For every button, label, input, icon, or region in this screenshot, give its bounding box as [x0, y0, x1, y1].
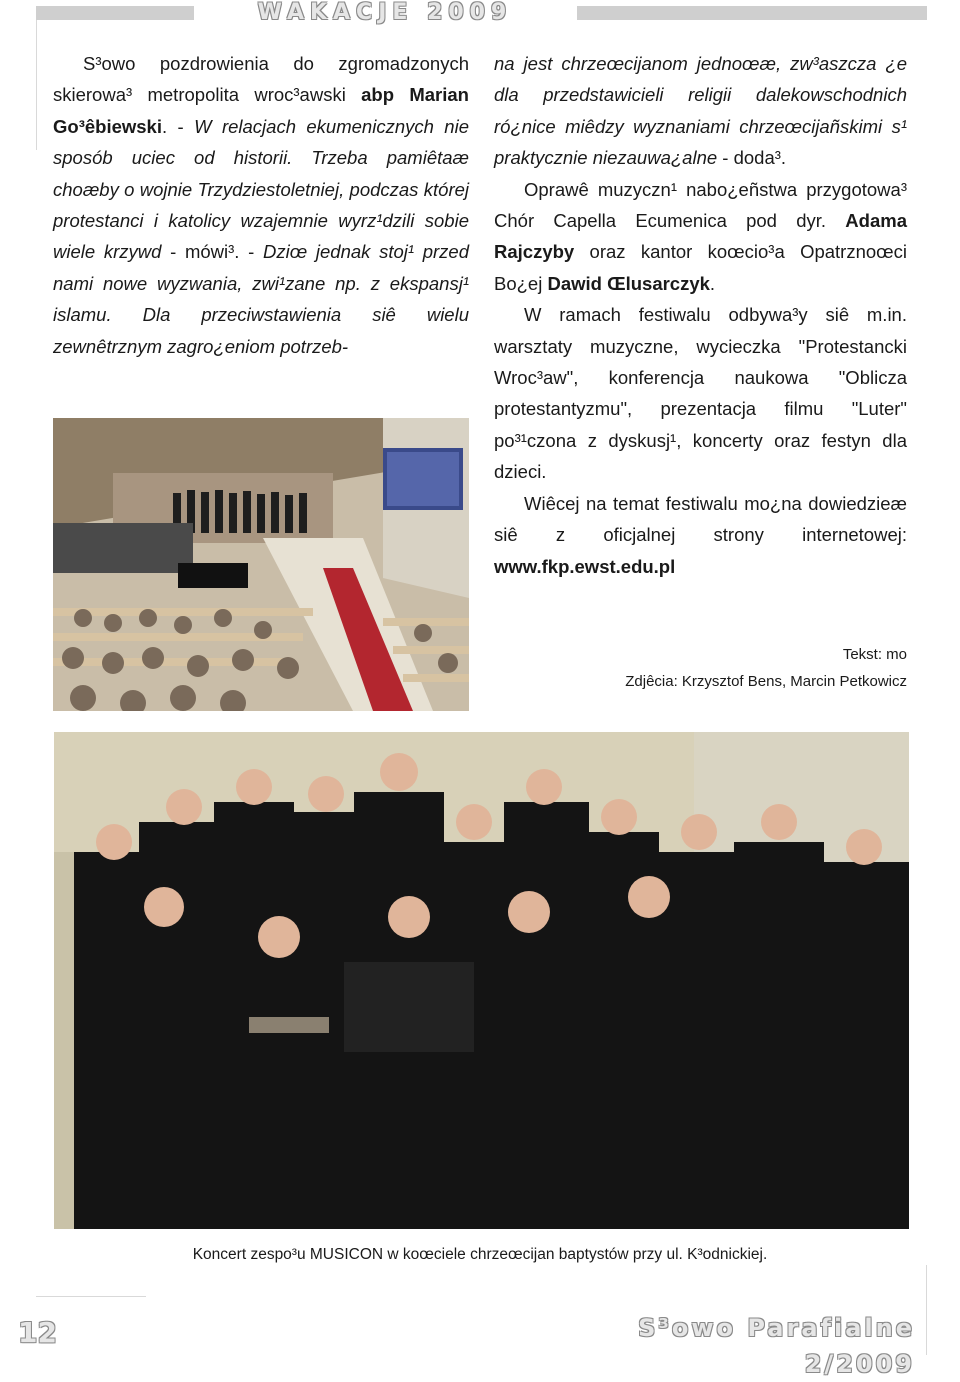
paragraph: W ramach festiwalu odbywa³y siê m.in. warsztaty muzyczne, wycieczka "Protestancki Wroc³aw", konferencja naukowa "Oblicza protestantyzmu", prezentacja filmu "Luter" po³¹czona z dyskusj¹, koncerty oraz festyn dla dzieci.	[494, 304, 907, 483]
choir-concert-photo	[54, 732, 909, 1229]
magazine-footer	[638, 1310, 915, 1382]
text-run: . -	[161, 115, 195, 137]
quote-text: na jest chrzeœcijanom jednoœæ, zw³aszcza ¿e dla przedstawicieli religii dalekowschodnich ró¿nice miêdzy wyznaniami chrzeœcijañskimi s¹ praktycznie niezauwa¿alne	[494, 53, 907, 169]
article-right-column	[494, 48, 907, 582]
paragraph	[494, 48, 907, 174]
frame-line-left	[36, 20, 37, 150]
text-run: - doda³.	[717, 147, 787, 169]
paragraph	[494, 488, 907, 582]
frame-line-footer	[36, 1296, 146, 1297]
text-run: Wiêcej na temat festiwalu mo¿na dowiedzieæ siê z oficjalnej strony internetowej:	[494, 492, 907, 546]
photo-credit: Zdjêcia: Krzysztof Bens, Marcin Petkowicz	[625, 673, 907, 690]
header-bar-right	[577, 6, 927, 20]
paragraph	[494, 174, 907, 300]
credits	[625, 641, 907, 695]
church-interior-photo	[53, 418, 469, 711]
magazine-name: S³owo Parafialne	[638, 1314, 915, 1342]
text-run: .	[709, 272, 716, 294]
page-number: 12	[18, 1316, 57, 1349]
section-title: WAKACJE 2009	[257, 0, 513, 25]
text-run: - mówi³. -	[161, 241, 263, 263]
header-bar-left	[36, 6, 194, 20]
website-link[interactable]: www.fkp.ewst.edu.pl	[494, 555, 676, 577]
photo-caption: Koncert zespo³u MUSICON w koœciele chrzeœcijan baptystów przy ul. K³odnickiej.	[192, 1246, 768, 1263]
text-run: S³owo pozdrowienia do zgromadzonych skierowa³ metropolita wroc³awski	[53, 53, 469, 106]
quote-text: Dziœ jednak stoj¹ przed nami nowe wyzwania, zwi¹zane np. z ekspansj¹ islamu. Dla przeciwstawienia siê wielu zewnêtrznym zagro¿eniom potrzeb-	[53, 241, 470, 357]
person-name: abp Marian Go³êbiewski	[53, 84, 469, 137]
article-left-column	[53, 48, 469, 362]
frame-line-right	[926, 1265, 927, 1355]
person-name: Adama Rajczyby	[494, 210, 907, 263]
issue-number: 2/2009	[804, 1350, 915, 1378]
author-credit: Tekst: mo	[842, 646, 907, 663]
paragraph	[53, 48, 469, 362]
text-run: Oprawê muzyczn¹ nabo¿eñstwa przygotowa³ Chór Capella Ecumenica pod dyr.	[494, 178, 907, 232]
person-name: Dawid Œlusarczyk	[547, 272, 710, 294]
quote-text: W relacjach ekumenicznych nie sposób uciec od historii. Trzeba pamiêtaæ choæby o wojnie Trzydziestoletniej, podczas której protestanci i katolicy wzajemnie wyrz¹dzili sobie wiele krzywd	[53, 115, 469, 263]
text-run: oraz kantor koœcio³a Opatrznoœci Bo¿ej	[494, 241, 907, 294]
